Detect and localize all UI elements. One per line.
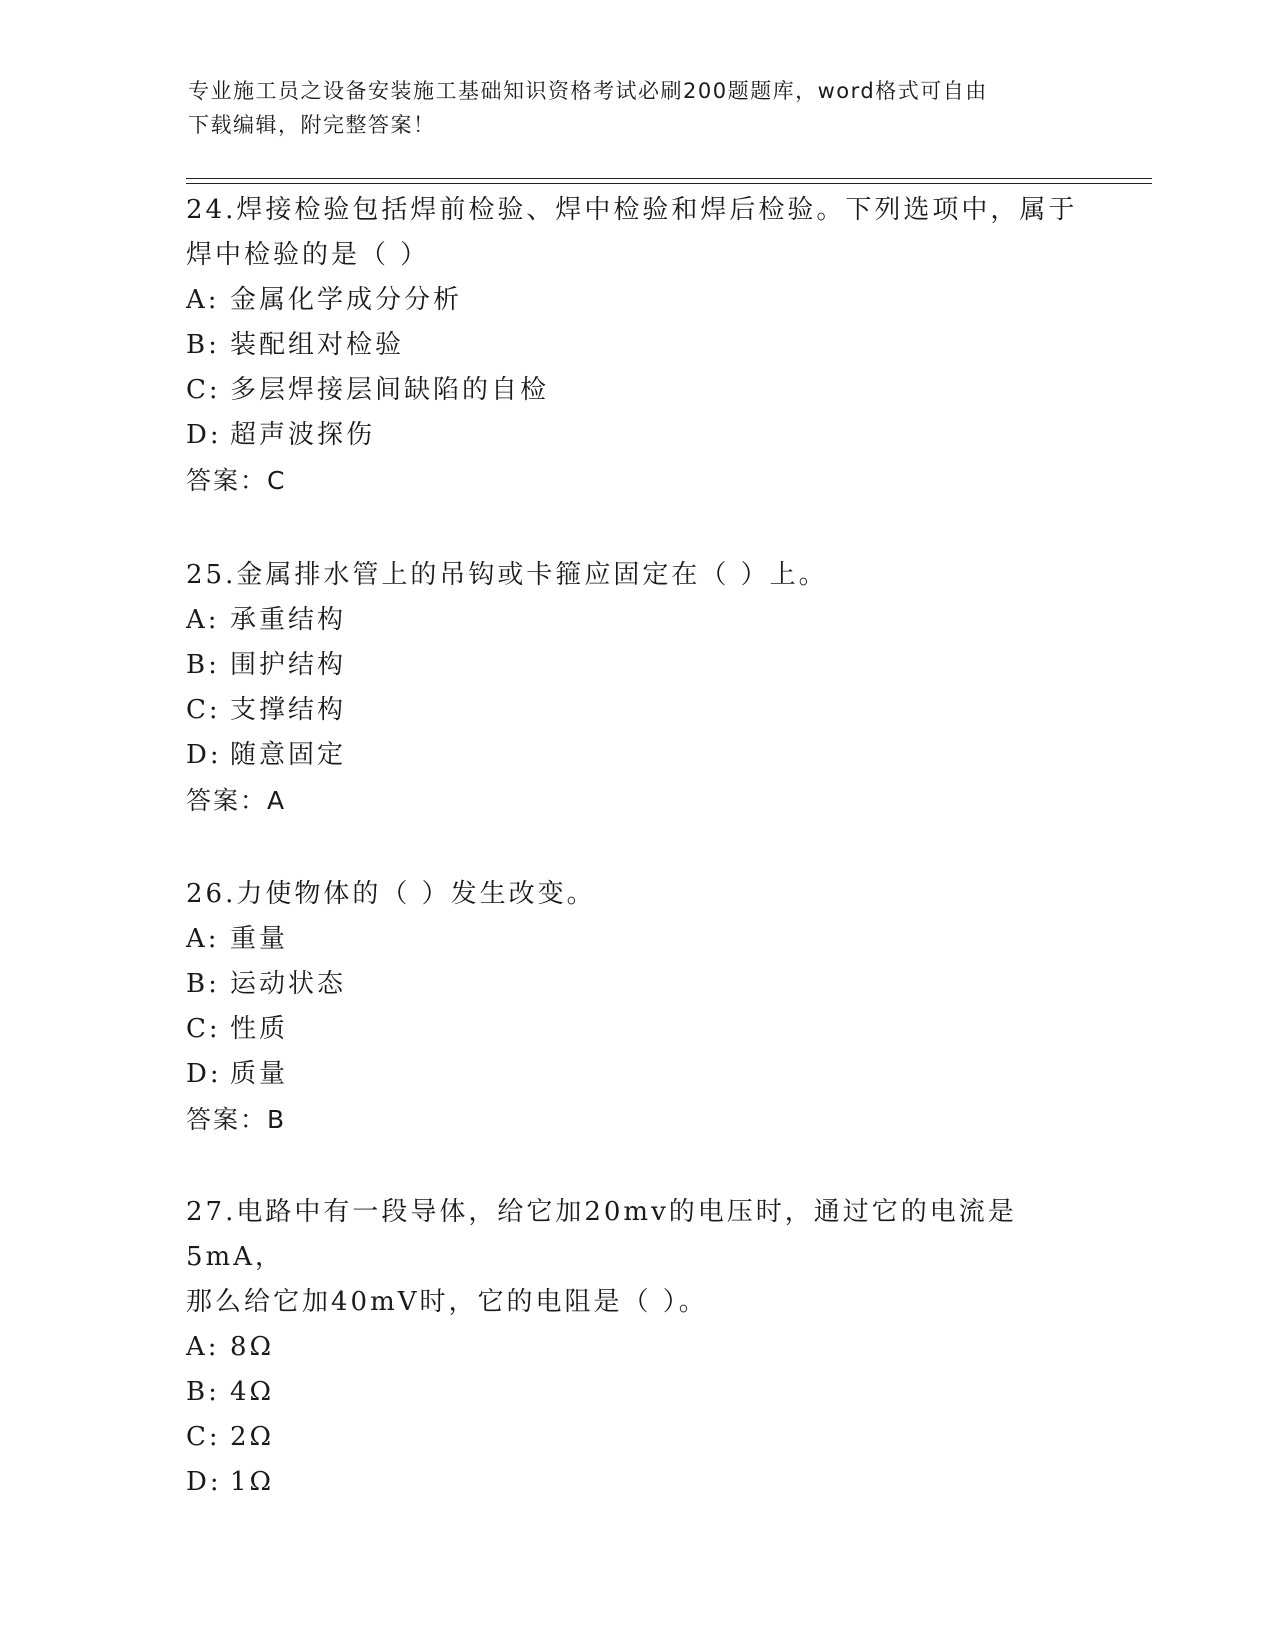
question-stem-line-2: 焊中检验的是（ ） <box>186 240 430 270</box>
question-26 <box>186 872 1086 1142</box>
option-text: 随意固定 <box>230 740 347 770</box>
option-letter: C: <box>186 1014 221 1044</box>
option-letter: A: <box>186 605 220 635</box>
question-25 <box>186 553 1086 823</box>
option-text: 4Ω <box>230 1377 275 1407</box>
option-letter: D: <box>186 1467 222 1497</box>
option-letter: D: <box>186 420 222 450</box>
option-b <box>186 323 1086 368</box>
header-line-2: 下载编辑，附完整答案！ <box>188 113 436 137</box>
option-a <box>186 917 1086 962</box>
question-24 <box>186 188 1086 503</box>
option-b <box>186 643 1086 688</box>
option-b <box>186 1370 1086 1415</box>
option-text: 性质 <box>230 1014 289 1044</box>
question-stem-line-1: 25.金属排水管上的吊钩或卡箍应固定在（ ）上。 <box>186 560 828 590</box>
option-letter: C: <box>186 1422 221 1452</box>
option-text: 承重结构 <box>230 605 347 635</box>
question-27 <box>186 1190 1086 1505</box>
option-a <box>186 598 1086 643</box>
option-text: 2Ω <box>230 1422 275 1452</box>
option-text: 装配组对检验 <box>230 330 405 360</box>
option-b <box>186 962 1086 1007</box>
question-stem-line-1: 26.力使物体的（ ）发生改变。 <box>186 879 596 909</box>
option-c <box>186 1415 1086 1460</box>
document-header <box>188 74 1078 142</box>
question-stem-line-1: 24.焊接检验包括焊前检验、焊中检验和焊后检验。下列选项中，属于 <box>186 195 1078 225</box>
option-letter: A: <box>186 285 220 315</box>
option-letter: D: <box>186 1059 222 1089</box>
answer-line: 答案：B <box>186 1105 287 1134</box>
option-text: 质量 <box>230 1059 289 1089</box>
option-d <box>186 1052 1086 1097</box>
option-text: 运动状态 <box>230 969 347 999</box>
option-c <box>186 1007 1086 1052</box>
option-text: 支撑结构 <box>230 695 347 725</box>
answer-line: 答案：C <box>186 466 287 495</box>
answer-line: 答案：A <box>186 786 287 815</box>
option-a <box>186 1325 1086 1370</box>
option-d <box>186 1460 1086 1505</box>
option-letter: B: <box>186 1377 220 1407</box>
option-a <box>186 278 1086 323</box>
header-line-1: 专业施工员之设备安装施工基础知识资格考试必刷200题题库，word格式可自由 <box>188 79 988 103</box>
option-text: 金属化学成分分析 <box>230 285 463 315</box>
option-text: 超声波探伤 <box>230 420 376 450</box>
option-c <box>186 688 1086 733</box>
option-letter: B: <box>186 330 220 360</box>
option-letter: C: <box>186 695 221 725</box>
option-text: 8Ω <box>230 1332 275 1362</box>
header-divider-top <box>186 178 1152 179</box>
option-text: 重量 <box>230 924 289 954</box>
header-divider-bottom <box>186 183 1152 184</box>
option-c <box>186 368 1086 413</box>
option-text: 围护结构 <box>230 650 347 680</box>
option-letter: C: <box>186 375 221 405</box>
option-letter: D: <box>186 740 222 770</box>
question-stem-line-1: 27.电路中有一段导体，给它加20mv的电压时，通过它的电流是5mA， <box>186 1197 1017 1272</box>
option-letter: B: <box>186 650 220 680</box>
option-text: 多层焊接层间缺陷的自检 <box>230 375 550 405</box>
option-letter: A: <box>186 924 220 954</box>
question-stem-line-2: 那么给它加40mV时，它的电阻是（ ）。 <box>186 1287 708 1317</box>
option-d <box>186 733 1086 778</box>
option-d <box>186 413 1086 458</box>
option-text: 1Ω <box>230 1467 275 1497</box>
option-letter: B: <box>186 969 220 999</box>
option-letter: A: <box>186 1332 220 1362</box>
